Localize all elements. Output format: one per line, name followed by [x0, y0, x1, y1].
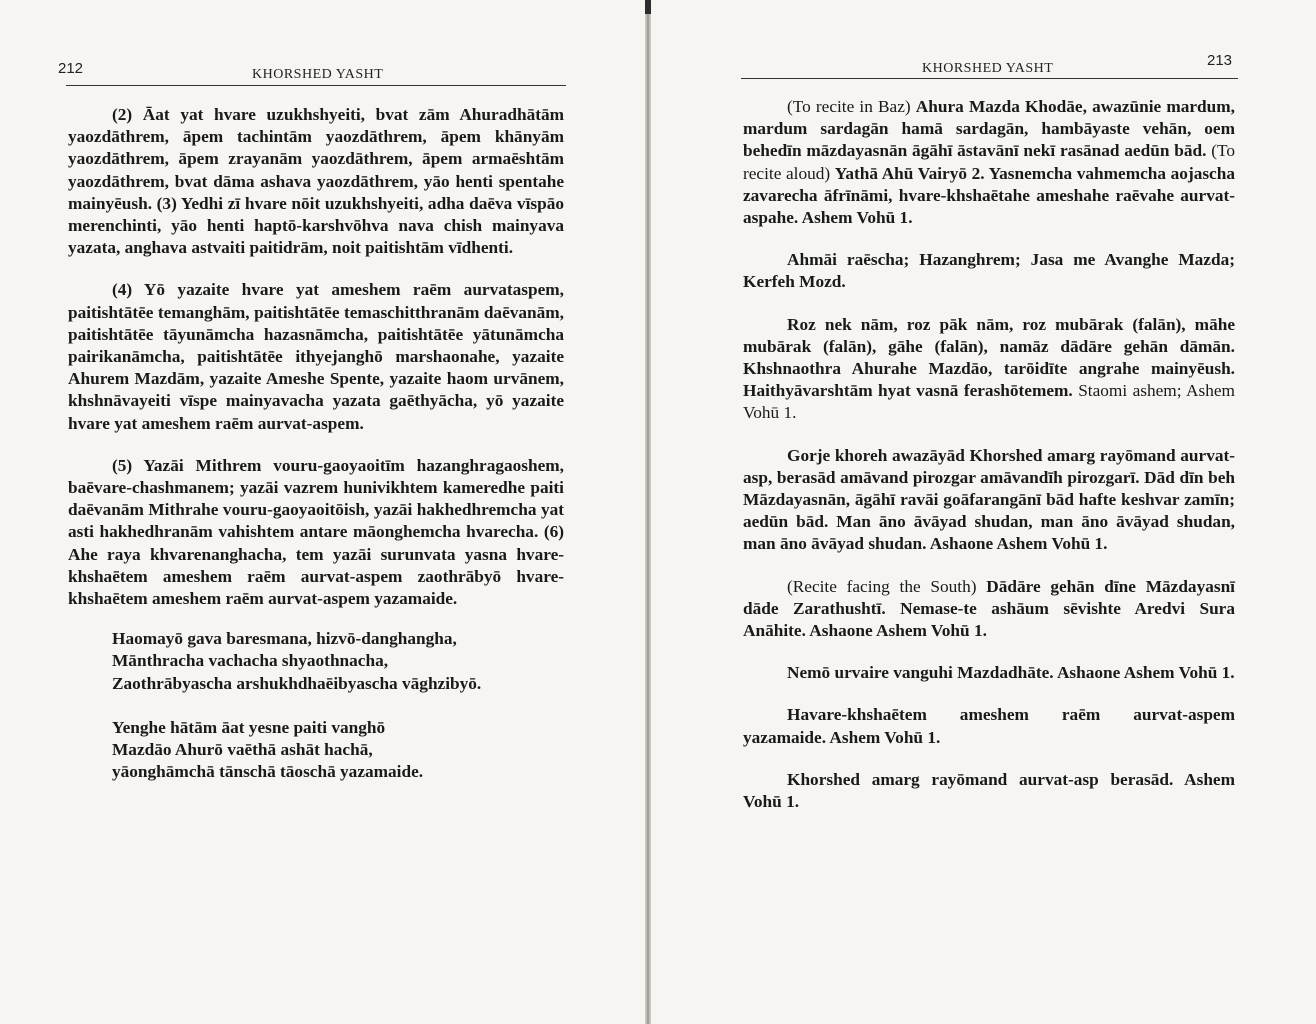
paragraph-2-3: (2) Āat yat hvare uzukhshyeiti, bvat zām Ahuradhātām yaozdāthrem, āpem tachintām yaozdāthrem, āpem khānyām yaozdāthrem, āpem zrayanām yaozdāthrem, āpem armaēshtām yaozdāthrem, bvat dāma ashava yaozdāthrem, yāo henti spentahe mainyēush. (3) Yedhi zī hvare nōit uzukhshyeiti, adha daēva vīspāo merenchinti, yāo henti haptō-karshvōhva nava chish mainyava yazata, anghava astvaiti paitidrām, noit paitishtām vīdhenti. — [68, 105, 564, 258]
verse-line: Zaothrābyascha arshukhdhaēibyascha vāghzibyō. — [112, 673, 482, 693]
verse-line: Yenghe hātām āat yesne paiti vanghō — [112, 717, 386, 737]
baz-paragraph — [743, 96, 1235, 229]
verse-block-2 — [68, 717, 564, 784]
page-number: 213 — [1207, 52, 1233, 69]
header-rule — [741, 78, 1238, 79]
paragraph-5-6: (5) Yazāi Mithrem vouru-gaoyaoitīm hazanghragaoshem, baēvare-chashmanem; yazāi vazrem hunivikhtem kameredhe paiti daēvanām Mithrahe vouru-gaoyaoitōish, yazāi hakhedhremcha yat asti hakhedhranām vahishtem antare māonghemcha hvarecha. (6) Ahe raya khvarenanghacha, tem yazāi surunvata yasna hvare-khshaētem ameshem raēm aurvat-aspem zaothrābyō hvare-khshaētem ameshem raēm aurvat-aspem yazamaide. — [68, 455, 564, 609]
verse-line: yāonghāmchā tānschā tāoschā yazamaide. — [112, 762, 424, 782]
paragraph-nemo: Nemō urvaire vanguhi Mazdadhāte. Ashaone Ashem Vohū 1. — [787, 663, 1235, 683]
paragraph-ahmai: Ahmāi raēscha; Hazanghrem; Jasa me Avanghe Mazda; Kerfeh Mozd. — [743, 250, 1235, 292]
paragraph-roz — [743, 314, 1235, 425]
instruction-south: (Recite facing the South) — [787, 576, 987, 596]
baz-prayer: Ahura Mazda Khodāe, awazūnie mardum, mardum sardagān hamā sardagān, hambāyaste vehān, oem behedīn māzdayasnān āgāhī āstavānī nekī rasānad aedūn bād. — [743, 97, 1235, 161]
verse-line: Haomayō gava baresmana, hizvō-danghangha, — [112, 629, 457, 649]
verse-line: Mānthracha vachacha shyaothnacha, — [112, 651, 389, 671]
instruction-baz: (To recite in Baz) — [787, 97, 916, 116]
instruction-aloud: (To recite aloud) — [743, 141, 1235, 183]
aloud-prayer: Yathā Ahū Vairyō 2. Yasnemcha vahmemcha aojascha zavarecha āfrīnāmi, hvare-khshaētahe ameshahe raēvahe aurvat-aspahe. Ashem Vohū 1. — [743, 163, 1235, 228]
south-prayer: Dādāre gehān dīne Māzdayasnī dāde Zarathushtī. Nemase-te ashāum sēvishte Aredvi Sura Anāhite. Ashaone Ashem Vohū 1. — [743, 576, 1235, 641]
roz-prayer: Roz nek nām, roz pāk nām, roz mubārak (falān), māhe mubārak (falān), gāhe (falān), namāz dādāre gehān dāmān. Khshnaothra Ahurahe Mazdāo, tarōidīte angrahe mainyēush. Haithyāvarshtām hyat vasnā ferashōtemem. — [743, 314, 1235, 401]
running-head: KHORSHED YASHT — [922, 61, 1054, 76]
verse-block-1 — [68, 628, 564, 695]
verse-line: Mazdāo Ahurō vaēthā ashāt hachā, — [112, 740, 373, 760]
roz-tail: Staomi ashem; Ashem Vohū 1. — [743, 381, 1235, 423]
left-body — [68, 104, 564, 783]
running-head: KHORSHED YASHT — [252, 67, 384, 82]
paragraph-4: (4) Yō yazaite hvare yat ameshem raēm aurvataspem, paitishtātēe temanghām, paitishtātēe temaschitthranām daēvanām, paitishtātēe tāyunāmcha hazasnāmcha, paitishtātēe yātunāmcha pairikanāmcha, paitishtātēe ithyejanghō marshaonahe, yazaite Ahurem Mazdām, yazaite Ameshe Spente, yazaite haom urvānem, khshnāvayeiti vīspe mainyavacha yazata gaēthyācha, yō yazaite hvare yat ameshem raēm aurvat-aspem. — [68, 280, 564, 433]
paragraph-gorje: Gorje khoreh awazāyād Khorshed amarg rayōmand aurvat-asp, berasād amāvand pirozgar amāvandīh pirozgarī. Dād dīn beh Māzdayasnān, āgāhī ravāi goāfarangānī bād hafte keshvar zamīn; aedūn bād. Man āno āvāyad shudan, man āno āvāyad shudan, man āno āvāyad shudan. Ashaone Ashem Vohū 1. — [743, 445, 1235, 554]
paragraph-havare: Havare-khshaētem ameshem raēm aurvat-aspem yazamaide. Ashem Vohū 1. — [743, 705, 1235, 747]
page-number: 212 — [58, 60, 84, 77]
right-body — [743, 96, 1235, 813]
paragraph-south — [743, 576, 1235, 643]
right-page — [651, 0, 1316, 1024]
left-page — [0, 0, 645, 1024]
paragraph-khorshed: Khorshed amarg rayōmand aurvat-asp berasād. Ashem Vohū 1. — [743, 769, 1235, 812]
header-rule — [66, 85, 566, 86]
